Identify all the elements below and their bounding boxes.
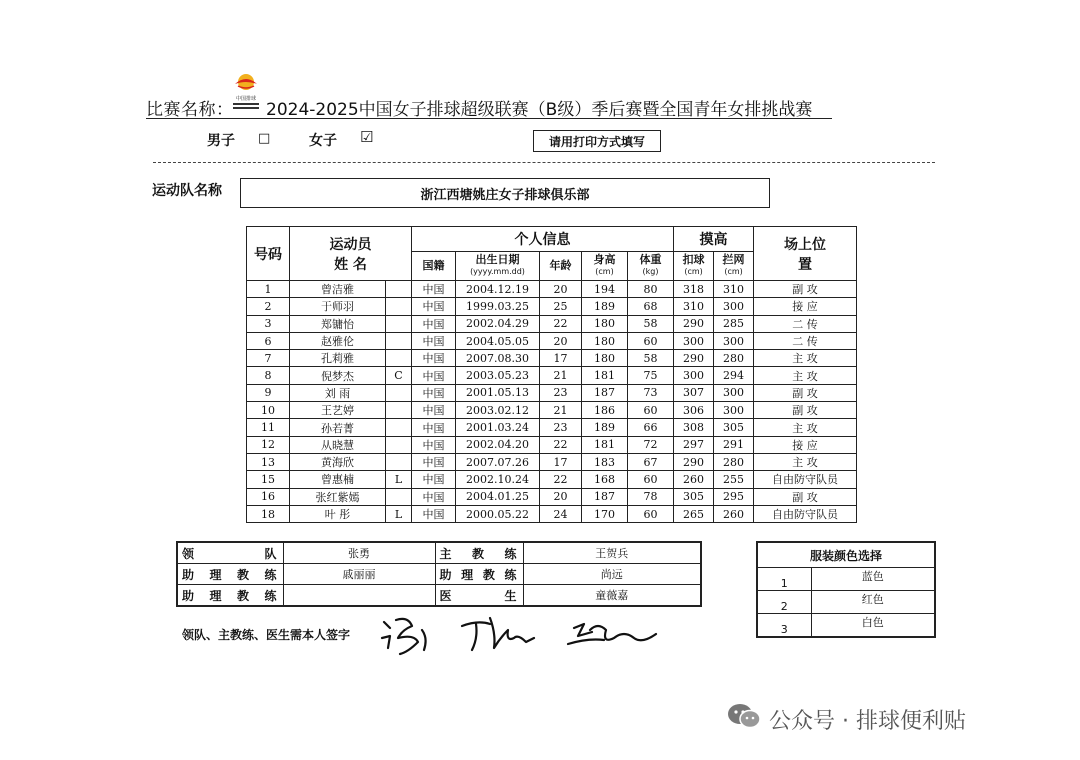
cell-spike: 307 [674,384,714,401]
cell-nationality: 中国 [412,350,456,367]
wechat-icon [727,702,761,736]
cell-spike: 265 [674,505,714,522]
cell-age: 22 [540,315,582,332]
staff-row [177,585,701,607]
cell-mark [386,419,412,436]
header-age: 年龄 [540,252,582,281]
cell-height: 181 [582,367,628,384]
cell-block: 294 [714,367,754,384]
cell-height: 170 [582,505,628,522]
uniform-color-table [756,541,936,638]
uniform-option-color: 红色 [811,591,935,614]
header-birth [456,252,540,281]
cell-spike: 290 [674,350,714,367]
header-birth-label: 出生日期 [475,253,520,266]
cell-block: 280 [714,350,754,367]
cell-nationality: 中国 [412,332,456,349]
competition-name: 2024-2025中国女子排球超级联赛（B级）季后赛暨全国青年女排挑战赛 [266,100,813,120]
header-block-label: 拦网 [722,253,745,266]
cell-weight: 75 [628,367,674,384]
cell-position: 主 攻 [754,453,857,470]
cell-age: 21 [540,367,582,384]
table-row [247,332,857,349]
assistant2-label: 助理教练 [435,564,523,585]
cell-spike: 290 [674,453,714,470]
uniform-title: 服装颜色选择 [757,542,935,568]
cell-mark [386,453,412,470]
assistant3-value [283,585,435,607]
leader-label: 领队 [177,542,283,564]
cell-height: 187 [582,488,628,505]
cell-nationality: 中国 [412,298,456,315]
cell-spike: 300 [674,367,714,384]
cell-name: 叶 彤 [290,505,386,522]
cell-block: 280 [714,453,754,470]
female-checkbox[interactable]: ☑ [360,128,374,146]
print-note: 请用打印方式填写 [533,130,661,152]
uniform-option-color: 蓝色 [811,568,935,591]
cell-number: 2 [247,298,290,315]
header-weight [628,252,674,281]
signatures [378,608,663,660]
header-height [582,252,628,281]
cell-number: 11 [247,419,290,436]
cell-mark [386,436,412,453]
header-number: 号码 [247,227,290,281]
cell-weight: 60 [628,505,674,522]
cell-age: 20 [540,281,582,298]
cell-birth: 2000.05.22 [456,505,540,522]
header-touch-height: 摸高 [674,227,754,252]
cell-mark [386,298,412,315]
cell-block: 291 [714,436,754,453]
cell-height: 180 [582,315,628,332]
cell-birth: 2001.05.13 [456,384,540,401]
cell-mark [386,315,412,332]
cell-birth: 2004.12.19 [456,281,540,298]
cell-age: 23 [540,384,582,401]
cell-position: 主 攻 [754,419,857,436]
cell-birth: 2004.01.25 [456,488,540,505]
cell-number: 12 [247,436,290,453]
team-label: 运动队名称 [152,183,222,199]
cell-block: 300 [714,332,754,349]
cell-position: 接 应 [754,436,857,453]
header-birth-format: (yyyy.mm.dd) [470,267,525,276]
cell-age: 17 [540,350,582,367]
table-row [247,350,857,367]
table-row [247,488,857,505]
cell-age: 20 [540,332,582,349]
cell-spike: 305 [674,488,714,505]
cell-name: 于师羽 [290,298,386,315]
cell-nationality: 中国 [412,453,456,470]
cell-weight: 73 [628,384,674,401]
cell-block: 295 [714,488,754,505]
cell-position: 主 攻 [754,367,857,384]
cell-name: 郑镛怡 [290,315,386,332]
cell-name: 孙若菁 [290,419,386,436]
cell-mark [386,384,412,401]
cell-birth: 2007.08.30 [456,350,540,367]
cell-number: 6 [247,332,290,349]
cell-age: 25 [540,298,582,315]
head-coach-label: 主教练 [435,542,523,564]
cell-block: 310 [714,281,754,298]
table-row [247,402,857,419]
signature-note: 领队、主教练、医生需本人签字 [182,628,351,642]
uniform-option [757,614,935,638]
team-name: 浙江西塘姚庄女子排球俱乐部 [240,178,770,208]
cell-weight: 60 [628,471,674,488]
cell-spike: 306 [674,402,714,419]
uniform-option [757,568,935,591]
cell-birth: 2003.02.12 [456,402,540,419]
cell-height: 168 [582,471,628,488]
assistant2-value: 尚远 [523,564,701,585]
cell-weight: 68 [628,298,674,315]
doctor-label: 医生 [435,585,523,607]
cell-age: 21 [540,402,582,419]
table-row [247,298,857,315]
cell-name: 孔莉雅 [290,350,386,367]
cell-nationality: 中国 [412,436,456,453]
cell-block: 285 [714,315,754,332]
cell-birth: 2002.04.29 [456,315,540,332]
cell-nationality: 中国 [412,488,456,505]
cell-mark [386,350,412,367]
cell-block: 255 [714,471,754,488]
cell-number: 3 [247,315,290,332]
cell-spike: 290 [674,315,714,332]
cell-block: 305 [714,419,754,436]
cell-number: 13 [247,453,290,470]
cell-block: 300 [714,384,754,401]
cell-position: 主 攻 [754,350,857,367]
header-height-unit: (cm) [595,267,614,276]
cell-weight: 58 [628,350,674,367]
doctor-value: 童薇嘉 [523,585,701,607]
cell-weight: 60 [628,402,674,419]
cell-nationality: 中国 [412,384,456,401]
cell-position: 二 传 [754,315,857,332]
cell-age: 23 [540,419,582,436]
table-row [247,505,857,522]
cell-birth: 2002.04.20 [456,436,540,453]
uniform-option-number: 3 [757,614,811,638]
cell-weight: 67 [628,453,674,470]
cell-position: 自由防守队员 [754,471,857,488]
cell-block: 260 [714,505,754,522]
competition-underline [146,118,832,119]
table-row [247,281,857,298]
table-row [247,384,857,401]
cell-height: 187 [582,384,628,401]
cell-mark [386,332,412,349]
cell-block: 300 [714,402,754,419]
cell-height: 181 [582,436,628,453]
cell-nationality: 中国 [412,419,456,436]
staff-row [177,542,701,564]
cell-mark [386,488,412,505]
cell-height: 194 [582,281,628,298]
cell-age: 22 [540,436,582,453]
uniform-option-number: 2 [757,591,811,614]
dashed-divider [153,162,935,163]
table-row [247,436,857,453]
cell-mark: L [386,505,412,522]
cell-position: 接 应 [754,298,857,315]
assistant1-value: 戚丽丽 [283,564,435,585]
staff-table [176,541,702,607]
league-logo [229,72,263,114]
roster-table [246,226,857,523]
head-coach-value: 王贺兵 [523,542,701,564]
cell-weight: 66 [628,419,674,436]
cell-weight: 60 [628,332,674,349]
female-label: 女子 [309,133,337,149]
header-block [714,252,754,281]
cell-name: 倪梦杰 [290,367,386,384]
cell-number: 16 [247,488,290,505]
cell-position: 副 攻 [754,384,857,401]
header-spike [674,252,714,281]
cell-height: 183 [582,453,628,470]
cell-birth: 2004.05.05 [456,332,540,349]
cell-number: 18 [247,505,290,522]
signature-head-coach [462,618,534,650]
cell-age: 22 [540,471,582,488]
cell-spike: 318 [674,281,714,298]
cell-nationality: 中国 [412,402,456,419]
cell-nationality: 中国 [412,281,456,298]
cell-name: 曾惠楠 [290,471,386,488]
cell-name: 王艺婷 [290,402,386,419]
cell-birth: 2001.03.24 [456,419,540,436]
male-checkbox[interactable]: □ [258,131,271,146]
cell-name: 曾洁雅 [290,281,386,298]
cell-height: 180 [582,350,628,367]
header-position: 场上位置 [754,227,857,281]
cell-position: 副 攻 [754,402,857,419]
table-row [247,471,857,488]
cell-spike: 308 [674,419,714,436]
cell-height: 189 [582,419,628,436]
cell-spike: 297 [674,436,714,453]
cell-name: 黄海欣 [290,453,386,470]
cell-position: 二 传 [754,332,857,349]
cell-birth: 1999.03.25 [456,298,540,315]
cell-nationality: 中国 [412,315,456,332]
cell-nationality: 中国 [412,367,456,384]
cell-number: 15 [247,471,290,488]
cell-weight: 72 [628,436,674,453]
cell-age: 24 [540,505,582,522]
cell-weight: 58 [628,315,674,332]
watermark-text: 公众号 · 排球便利贴 [769,708,966,734]
header-spike-label: 扣球 [682,253,705,266]
cell-mark [386,281,412,298]
cell-weight: 80 [628,281,674,298]
cell-height: 180 [582,332,628,349]
cell-mark: L [386,471,412,488]
cell-nationality: 中国 [412,471,456,488]
cell-number: 7 [247,350,290,367]
assistant1-label: 助理教练 [177,564,283,585]
header-athlete-line1: 运动员 [329,236,372,253]
cell-block: 300 [714,298,754,315]
cell-spike: 260 [674,471,714,488]
cell-nationality: 中国 [412,505,456,522]
cell-birth: 2003.05.23 [456,367,540,384]
cell-birth: 2007.07.26 [456,453,540,470]
cell-name: 从晓慧 [290,436,386,453]
watermark [727,702,966,736]
assistant3-label: 助理教练 [177,585,283,607]
roster-body [247,281,857,523]
header-personal-info: 个人信息 [412,227,674,252]
header-weight-unit: (kg) [642,267,659,276]
cell-number: 9 [247,384,290,401]
cell-height: 189 [582,298,628,315]
cell-age: 17 [540,453,582,470]
header-height-label: 身高 [593,253,616,266]
uniform-option [757,591,935,614]
cell-height: 186 [582,402,628,419]
cell-position: 副 攻 [754,281,857,298]
cell-mark: C [386,367,412,384]
table-row [247,453,857,470]
cell-spike: 300 [674,332,714,349]
uniform-option-number: 1 [757,568,811,591]
cell-number: 10 [247,402,290,419]
cell-name: 刘 雨 [290,384,386,401]
cell-weight: 78 [628,488,674,505]
header-spike-unit: (cm) [684,267,703,276]
header-athlete-line2: 姓 名 [334,256,367,273]
header-athlete [290,227,412,281]
cell-spike: 310 [674,298,714,315]
signature-leader [382,619,426,654]
cell-age: 20 [540,488,582,505]
logo-text: 中国排球 [235,96,257,102]
competition-label: 比赛名称： [146,100,234,120]
signature-doctor [568,624,656,644]
male-label: 男子 [207,133,235,149]
cell-birth: 2002.10.24 [456,471,540,488]
header-block-unit: (cm) [724,267,743,276]
table-row [247,367,857,384]
header-weight-label: 体重 [639,253,662,266]
cell-number: 1 [247,281,290,298]
staff-row [177,564,701,585]
uniform-option-color: 白色 [811,614,935,638]
cell-name: 赵雅伦 [290,332,386,349]
header-nationality: 国籍 [412,252,456,281]
cell-name: 张红紫嫣 [290,488,386,505]
cell-number: 8 [247,367,290,384]
leader-value: 张勇 [283,542,435,564]
cell-position: 副 攻 [754,488,857,505]
table-row [247,315,857,332]
cell-mark [386,402,412,419]
table-row [247,419,857,436]
cell-position: 自由防守队员 [754,505,857,522]
